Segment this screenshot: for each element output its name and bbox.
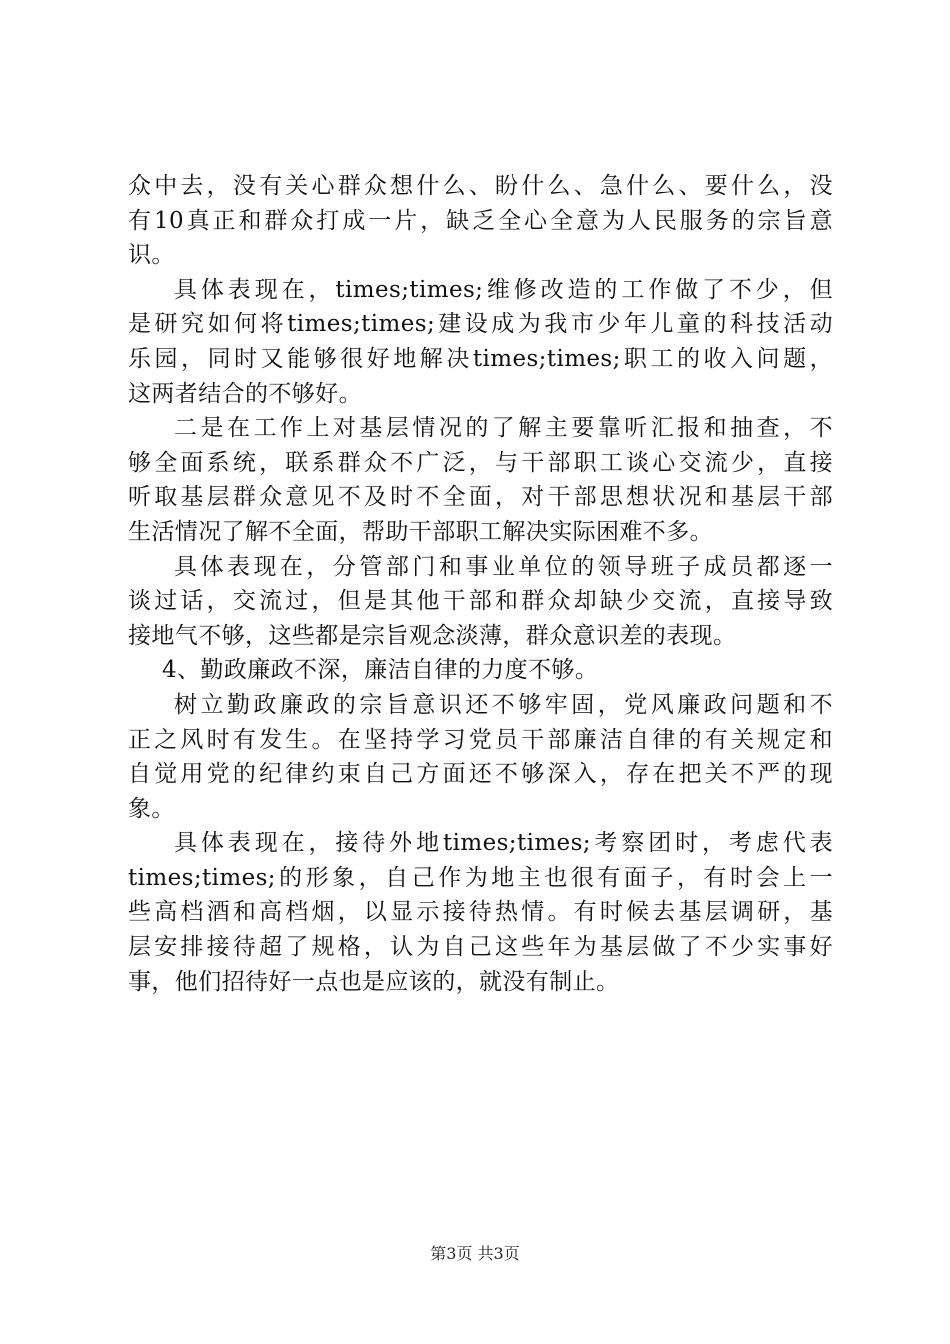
text-line: 正之风时有发生。在坚持学习党员干部廉洁自律的有关规定和	[128, 726, 833, 753]
text-line: 是研究如何将times;times;建设成为我市少年儿童的科技活动	[128, 311, 833, 338]
page-number-footer: 第3页 共3页	[430, 1244, 520, 1263]
section-heading: 4、勤政廉政不深，廉洁自律的力度不够。	[162, 657, 599, 684]
text-line: 树立勤政廉政的宗旨意识还不够牢固，党风廉政问题和不	[174, 691, 833, 718]
text-line: 具体表现在，分管部门和事业单位的领导班子成员都逐一	[174, 553, 833, 580]
text-line: 自觉用党的纪律约束自己方面还不够深入，存在把关不严的现	[128, 761, 833, 788]
text-line: 具体表现在，接待外地times;times;考察团时，考虑代表	[174, 830, 833, 857]
text-line: 接地气不够，这些都是宗旨观念淡薄，群众意识差的表现。	[128, 622, 737, 649]
text-line: 象。	[128, 795, 175, 822]
text-line: 二是在工作上对基层情况的了解主要靠听汇报和抽查，不	[174, 415, 833, 442]
document-body	[128, 169, 833, 999]
text-line: 听取基层群众意见不及时不全面，对干部思想状况和基层干部	[128, 484, 833, 511]
text-line: 有10真正和群众打成一片，缺乏全心全意为人民服务的宗旨意	[128, 207, 833, 234]
text-line: 谈过话，交流过，但是其他干部和群众却缺少交流，直接导致	[128, 588, 833, 615]
text-line: 这两者结合的不够好。	[128, 380, 362, 407]
text-line: 具体表现在，times;times;维修改造的工作做了不少，但	[174, 276, 833, 303]
text-line: 些高档酒和高档烟，以显示接待热情。有时候去基层调研，基	[128, 899, 833, 926]
text-line: 乐园，同时又能够很好地解决times;times;职工的收入问题，	[128, 345, 833, 372]
text-line: 众中去，没有关心群众想什么、盼什么、急什么、要什么，没	[128, 173, 833, 199]
text-line: times;times;的形象，自己作为地主也很有面子，有时会上一	[128, 864, 833, 891]
text-line: 识。	[128, 242, 175, 269]
text-line: 生活情况了解不全面，帮助干部职工解决实际困难不多。	[128, 518, 713, 545]
text-line: 层安排接待超了规格，认为自己这些年为基层做了不少实事好	[128, 934, 833, 961]
text-line: 事，他们招待好一点也是应该的，就没有制止。	[128, 968, 620, 995]
text-line: 够全面系统，联系群众不广泛，与干部职工谈心交流少，直接	[128, 449, 833, 476]
